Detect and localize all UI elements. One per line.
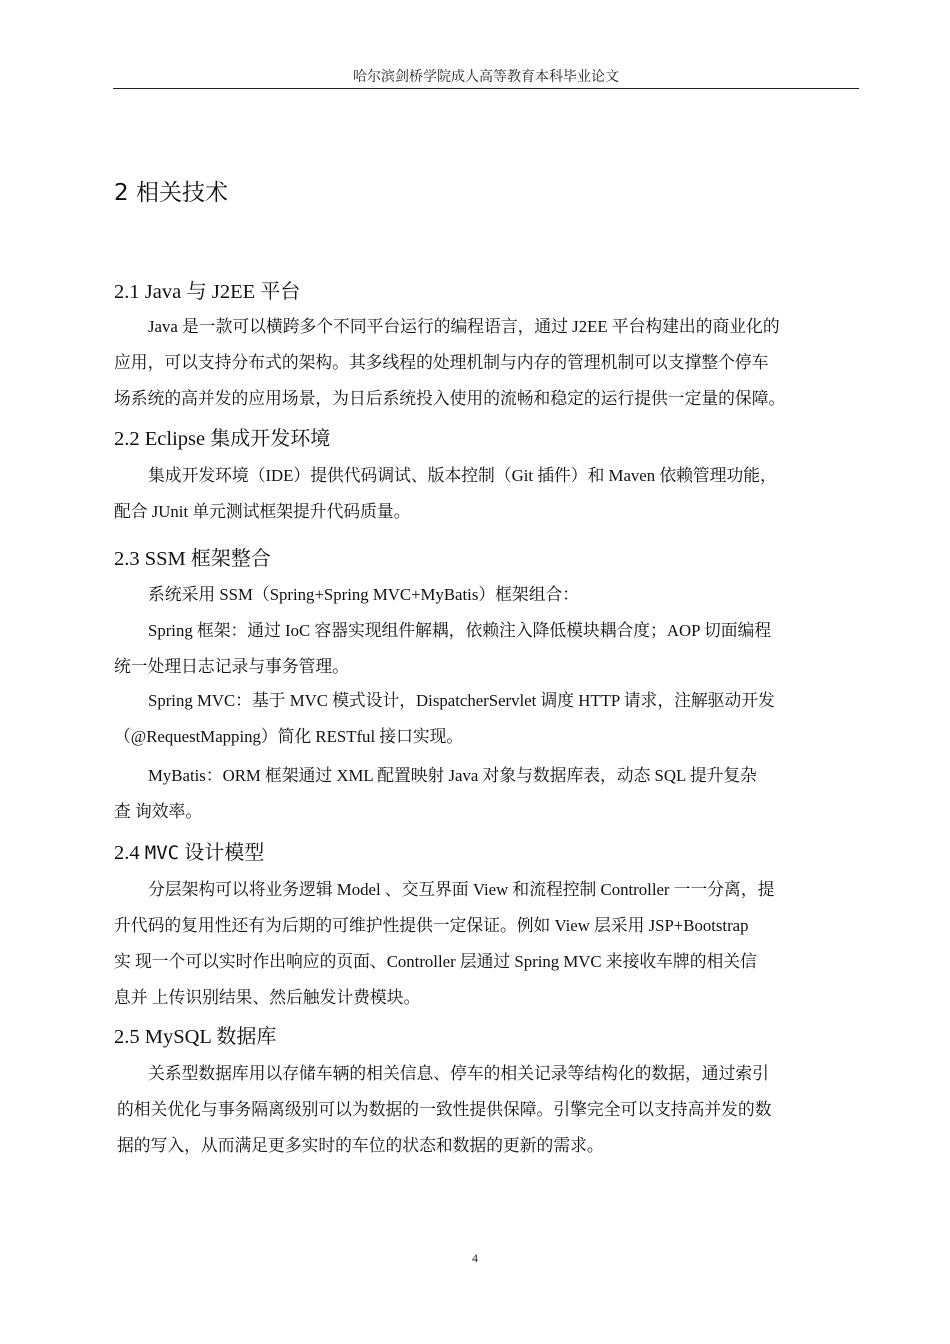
paragraph-line: 息并 上传识别结果、然后触发计费模块。: [114, 988, 421, 1007]
paragraph-line: MyBatis：ORM 框架通过 XML 配置映射 Java 对象与数据库表，动态 SQL 提升复杂: [148, 766, 757, 785]
section-heading-2-3: [114, 542, 271, 571]
section-number: 2.1: [114, 281, 140, 303]
section-title-latin: SSM: [144, 548, 186, 570]
paragraph-line: 配合 JUnit 单元测试框架提升代码质量。: [114, 502, 411, 521]
section-title-cjk: 框架整合: [190, 546, 271, 570]
paragraph: [114, 683, 775, 755]
section-title-latin: MySQL: [144, 1026, 212, 1048]
paragraph-line: 查 询效率。: [114, 802, 203, 821]
paragraph-line: 关系型数据库用以存储车辆的相关信息、停车的相关记录等结构化的数据，通过索引: [148, 1064, 769, 1083]
section-number: 2.4: [114, 842, 140, 864]
section-title-cjk: 设计模型: [184, 840, 265, 864]
running-header: 哈尔滨剑桥学院成人高等教育本科毕业论文: [353, 70, 619, 85]
paragraph-line: 分层架构可以将业务逻辑 Model 、交互界面 View 和流程控制 Controller 一一分离，提: [148, 880, 775, 899]
header-rule: [113, 88, 859, 89]
chapter-title: 2 相关技术: [114, 180, 228, 206]
paragraph: [114, 309, 785, 417]
page-number: 4: [472, 1251, 478, 1265]
paragraph-line: 的相关优化与事务隔离级别可以为数据的一致性提供保障。引擎完全可以支持高并发的数: [117, 1100, 772, 1119]
paragraph-line: （@RequestMapping）简化 RESTful 接口实现。: [114, 727, 464, 746]
paragraph-line: Spring MVC：基于 MVC 模式设计，DispatcherServlet 调度 HTTP 请求，注解驱动开发: [148, 691, 775, 710]
section-title-cjk: 数据库: [216, 1024, 277, 1048]
paragraph-line: Java 是一款可以横跨多个不同平台运行的编程语言，通过 J2EE 平台构建出的商业化的: [148, 317, 780, 336]
section-number: 2.3: [114, 548, 140, 570]
section-heading-2-1: [114, 274, 300, 304]
section-heading-2-5: [114, 1020, 276, 1049]
paragraph-line: 系统采用 SSM（Spring+Spring MVC+MyBatis）框架组合：: [148, 585, 580, 604]
paragraph: [114, 458, 777, 530]
section-heading-2-4: [114, 836, 264, 865]
paragraph-line: 统一处理日志记录与事务管理。: [114, 657, 349, 676]
paragraph-line: 集成开发环境（IDE）提供代码调试、版本控制（Git 插件）和 Maven 依赖管理功能，: [148, 466, 777, 485]
paragraph-line: Spring 框架：通过 IoC 容器实现组件解耦，依赖注入降低模块耦合度；AOP 切面编程: [148, 621, 772, 640]
section-title-cjk: 平台: [260, 279, 301, 303]
paragraph: [114, 872, 774, 1016]
paragraph-line: 应用，可以支持分布式的架构。其多线程的处理机制与内存的管理机制可以支撑整个停车: [114, 353, 769, 372]
paragraph-line: 实 现一个可以实时作出响应的页面、Controller 层通过 Spring MVC 来接收车牌的相关信: [114, 952, 757, 971]
paragraph-line: 升代码的复用性还有为后期的可维护性提供一定保证。例如 View 层采用 JSP+Bootstrap: [114, 916, 749, 935]
section-number: 2.5: [114, 1026, 140, 1048]
section-heading-2-2: [114, 422, 330, 451]
section-title-latin: Eclipse: [144, 428, 206, 450]
paragraph: [114, 1056, 771, 1164]
paragraph: [114, 613, 771, 685]
section-number: 2.2: [114, 428, 140, 450]
paragraph: [114, 758, 757, 830]
section-title-latin: Java 与 J2EE: [144, 281, 256, 303]
section-title-latin: MVC: [144, 842, 180, 864]
paragraph-line: 据的写入，从而满足更多实时的车位的状态和数据的更新的需求。: [117, 1136, 604, 1155]
paragraph-line: 场系统的高并发的应用场景，为日后系统投入使用的流畅和稳定的运行提供一定量的保障。: [114, 389, 786, 408]
paragraph: [114, 577, 579, 613]
section-title-cjk: 集成开发环境: [210, 426, 331, 450]
